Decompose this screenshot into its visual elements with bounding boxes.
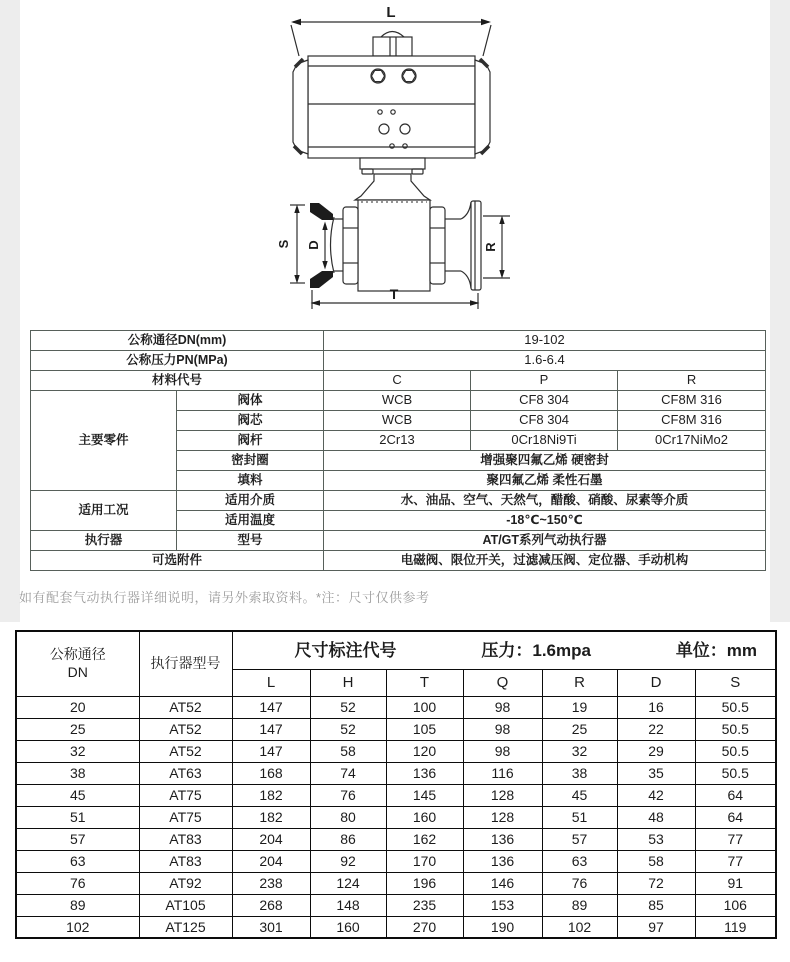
cell-model: AT75 bbox=[139, 806, 232, 828]
cell-dim: 92 bbox=[310, 850, 386, 872]
cell-dim: 50.5 bbox=[695, 740, 776, 762]
dim-header-Q: Q bbox=[463, 669, 542, 696]
cell-dim: 64 bbox=[695, 784, 776, 806]
cell-model: AT83 bbox=[139, 850, 232, 872]
cell-dn: 38 bbox=[16, 762, 139, 784]
cell-dim: 153 bbox=[463, 894, 542, 916]
dn-header-line2: DN bbox=[67, 663, 88, 680]
valve-technical-drawing bbox=[0, 0, 790, 325]
table-row bbox=[16, 850, 776, 872]
condition-value: 水、油品、空气、天然气，醋酸、硝酸、尿素等介质 bbox=[324, 491, 766, 511]
pneumatic-actuator bbox=[293, 32, 490, 175]
cell-dim: 29 bbox=[617, 740, 695, 762]
cell-dim: 57 bbox=[542, 828, 617, 850]
spec-accessories-value: 电磁阀、限位开关，过滤减压阀、定位器、手动机构 bbox=[324, 551, 766, 571]
spec-dn-label: 公称通径DN(mm) bbox=[31, 331, 324, 351]
cell-dn: 25 bbox=[16, 718, 139, 740]
dimension-T bbox=[311, 286, 480, 309]
cell-dim: 100 bbox=[386, 696, 463, 718]
material-code: P bbox=[471, 371, 618, 391]
part-value: 0Cr18Ni9Ti bbox=[471, 431, 618, 451]
dim-table-banner bbox=[232, 631, 776, 669]
cell-dim: 58 bbox=[310, 740, 386, 762]
cell-dim: 76 bbox=[542, 872, 617, 894]
cell-dim: 170 bbox=[386, 850, 463, 872]
cell-model: AT52 bbox=[139, 718, 232, 740]
cell-dim: 51 bbox=[542, 806, 617, 828]
cell-dim: 52 bbox=[310, 696, 386, 718]
dim-label-D: D bbox=[306, 240, 321, 250]
cell-dim: 136 bbox=[386, 762, 463, 784]
dimension-L bbox=[291, 4, 491, 56]
spec-pn-label: 公称压力PN(MPa) bbox=[31, 351, 324, 371]
valve-body bbox=[310, 174, 481, 291]
cell-model: AT52 bbox=[139, 740, 232, 762]
cell-dim: 77 bbox=[695, 850, 776, 872]
cell-dim: 119 bbox=[695, 916, 776, 938]
part-name: 密封圈 bbox=[177, 451, 324, 471]
cell-dim: 136 bbox=[463, 850, 542, 872]
cell-model: AT92 bbox=[139, 872, 232, 894]
valve-drawing-svg bbox=[0, 0, 790, 325]
cell-dim: 97 bbox=[617, 916, 695, 938]
cell-dim: 89 bbox=[542, 894, 617, 916]
cell-dim: 42 bbox=[617, 784, 695, 806]
part-name: 阀芯 bbox=[177, 411, 324, 431]
table-row bbox=[16, 762, 776, 784]
cell-dim: 147 bbox=[232, 696, 310, 718]
cell-dim: 53 bbox=[617, 828, 695, 850]
cell-dim: 136 bbox=[463, 828, 542, 850]
part-value: WCB bbox=[324, 391, 471, 411]
part-name: 阀体 bbox=[177, 391, 324, 411]
cell-dim: 238 bbox=[232, 872, 310, 894]
cell-dim: 74 bbox=[310, 762, 386, 784]
cell-dim: 182 bbox=[232, 806, 310, 828]
cell-dn: 32 bbox=[16, 740, 139, 762]
dim-header-H: H bbox=[310, 669, 386, 696]
cell-dim: 38 bbox=[542, 762, 617, 784]
banner-pressure: 压力：1.6mpa bbox=[481, 640, 591, 660]
cell-dim: 128 bbox=[463, 784, 542, 806]
dimension-D bbox=[306, 222, 328, 270]
table-row bbox=[16, 696, 776, 718]
cell-dim: 301 bbox=[232, 916, 310, 938]
dim-col-header-dn bbox=[16, 631, 139, 696]
spec-table bbox=[30, 330, 766, 571]
cell-dim: 116 bbox=[463, 762, 542, 784]
cell-dim: 128 bbox=[463, 806, 542, 828]
part-value: 聚四氟乙烯 柔性石墨 bbox=[324, 471, 766, 491]
cell-dim: 145 bbox=[386, 784, 463, 806]
table-row bbox=[16, 828, 776, 850]
part-value: CF8M 316 bbox=[618, 391, 766, 411]
cell-model: AT75 bbox=[139, 784, 232, 806]
cell-dim: 98 bbox=[463, 740, 542, 762]
cell-dim: 270 bbox=[386, 916, 463, 938]
part-value: WCB bbox=[324, 411, 471, 431]
part-value: 0Cr17NiMo2 bbox=[618, 431, 766, 451]
cell-dim: 50.5 bbox=[695, 718, 776, 740]
cell-dim: 147 bbox=[232, 718, 310, 740]
dim-label-S: S bbox=[276, 239, 291, 249]
table-row bbox=[16, 872, 776, 894]
cell-dim: 162 bbox=[386, 828, 463, 850]
cell-dim: 124 bbox=[310, 872, 386, 894]
part-value: 增强聚四氟乙烯 硬密封 bbox=[324, 451, 766, 471]
dim-label-T: T bbox=[389, 286, 399, 302]
spec-pn-value: 1.6-6.4 bbox=[324, 351, 766, 371]
cell-model: AT125 bbox=[139, 916, 232, 938]
cell-dim: 35 bbox=[617, 762, 695, 784]
cell-dim: 72 bbox=[617, 872, 695, 894]
dimension-S bbox=[276, 205, 305, 284]
cell-dim: 16 bbox=[617, 696, 695, 718]
table-row bbox=[16, 916, 776, 938]
cell-dn: 45 bbox=[16, 784, 139, 806]
dim-label-R: R bbox=[483, 242, 498, 252]
cell-dim: 76 bbox=[310, 784, 386, 806]
spec-condition-group: 适用工况 bbox=[31, 491, 177, 531]
cell-dim: 146 bbox=[463, 872, 542, 894]
material-code: C bbox=[324, 371, 471, 391]
cell-dim: 48 bbox=[617, 806, 695, 828]
cell-dim: 160 bbox=[310, 916, 386, 938]
dim-header-R: R bbox=[542, 669, 617, 696]
cell-dim: 80 bbox=[310, 806, 386, 828]
cell-dim: 168 bbox=[232, 762, 310, 784]
cell-dn: 63 bbox=[16, 850, 139, 872]
cell-dn: 20 bbox=[16, 696, 139, 718]
part-value: 2Cr13 bbox=[324, 431, 471, 451]
cell-dn: 57 bbox=[16, 828, 139, 850]
cell-dim: 86 bbox=[310, 828, 386, 850]
cell-dim: 204 bbox=[232, 828, 310, 850]
condition-name: 适用介质 bbox=[177, 491, 324, 511]
cell-dim: 22 bbox=[617, 718, 695, 740]
dimension-table bbox=[15, 630, 777, 939]
part-name: 填料 bbox=[177, 471, 324, 491]
dim-header-D: D bbox=[617, 669, 695, 696]
cell-dn: 51 bbox=[16, 806, 139, 828]
cell-dim: 196 bbox=[386, 872, 463, 894]
cell-dim: 106 bbox=[695, 894, 776, 916]
cell-dim: 85 bbox=[617, 894, 695, 916]
part-value: CF8 304 bbox=[471, 411, 618, 431]
table-row bbox=[16, 784, 776, 806]
cell-dim: 204 bbox=[232, 850, 310, 872]
dimension-R bbox=[483, 216, 510, 279]
dimension-table-body bbox=[16, 696, 776, 938]
cell-dim: 25 bbox=[542, 718, 617, 740]
part-value: CF8 304 bbox=[471, 391, 618, 411]
table-row bbox=[16, 740, 776, 762]
cell-dim: 19 bbox=[542, 696, 617, 718]
cell-dim: 45 bbox=[542, 784, 617, 806]
cell-dim: 182 bbox=[232, 784, 310, 806]
spec-material-label: 材料代号 bbox=[31, 371, 324, 391]
cell-dim: 148 bbox=[310, 894, 386, 916]
cell-dim: 32 bbox=[542, 740, 617, 762]
cell-dim: 190 bbox=[463, 916, 542, 938]
cell-dim: 77 bbox=[695, 828, 776, 850]
cell-dim: 50.5 bbox=[695, 696, 776, 718]
spec-actuator-group: 执行器 bbox=[31, 531, 177, 551]
condition-value: -18℃~150℃ bbox=[324, 511, 766, 531]
cell-dim: 63 bbox=[542, 850, 617, 872]
cell-dim: 64 bbox=[695, 806, 776, 828]
condition-name: 适用温度 bbox=[177, 511, 324, 531]
cell-dn: 76 bbox=[16, 872, 139, 894]
cell-dim: 160 bbox=[386, 806, 463, 828]
spec-parts-group: 主要零件 bbox=[31, 391, 177, 491]
spec-dn-value: 19-102 bbox=[324, 331, 766, 351]
part-name: 阀杆 bbox=[177, 431, 324, 451]
cell-dim: 102 bbox=[542, 916, 617, 938]
cell-model: AT63 bbox=[139, 762, 232, 784]
cell-dim: 98 bbox=[463, 696, 542, 718]
dim-header-L: L bbox=[232, 669, 310, 696]
dim-header-S: S bbox=[695, 669, 776, 696]
cell-dim: 268 bbox=[232, 894, 310, 916]
cell-dim: 105 bbox=[386, 718, 463, 740]
dim-col-header-model: 执行器型号 bbox=[139, 631, 232, 696]
cell-dim: 98 bbox=[463, 718, 542, 740]
part-value: CF8M 316 bbox=[618, 411, 766, 431]
cell-model: AT52 bbox=[139, 696, 232, 718]
banner-title: 尺寸标注代号 bbox=[294, 640, 397, 660]
cell-dn: 102 bbox=[16, 916, 139, 938]
table-row bbox=[16, 806, 776, 828]
cell-dim: 235 bbox=[386, 894, 463, 916]
cell-dim: 50.5 bbox=[695, 762, 776, 784]
cell-dim: 120 bbox=[386, 740, 463, 762]
actuator-row-name: 型号 bbox=[177, 531, 324, 551]
actuator-row-value: AT/GT系列气动执行器 bbox=[324, 531, 766, 551]
footnote: 如有配套气动执行器详细说明，请另外索取资料。*注：尺寸仅供参考 bbox=[19, 590, 430, 605]
cell-dim: 58 bbox=[617, 850, 695, 872]
banner-unit: 单位：mm bbox=[675, 640, 758, 660]
dim-label-L: L bbox=[386, 4, 396, 21]
spec-accessories-label: 可选附件 bbox=[31, 551, 324, 571]
cell-model: AT105 bbox=[139, 894, 232, 916]
table-row bbox=[16, 894, 776, 916]
cell-dim: 52 bbox=[310, 718, 386, 740]
cell-dn: 89 bbox=[16, 894, 139, 916]
table-row bbox=[16, 718, 776, 740]
cell-dim: 91 bbox=[695, 872, 776, 894]
cell-model: AT83 bbox=[139, 828, 232, 850]
dn-header-line1: 公称通径 bbox=[49, 646, 106, 663]
dim-header-T: T bbox=[386, 669, 463, 696]
cell-dim: 147 bbox=[232, 740, 310, 762]
material-code: R bbox=[618, 371, 766, 391]
